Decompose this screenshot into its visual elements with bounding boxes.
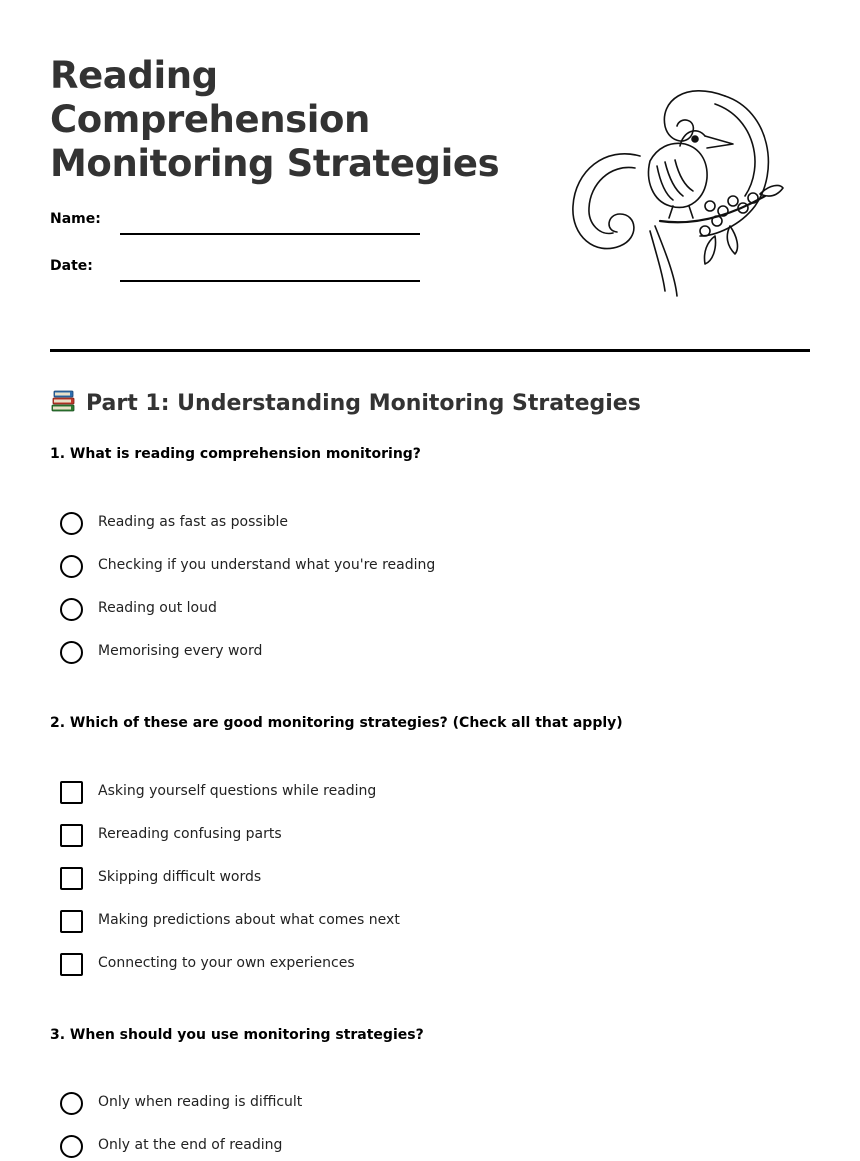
option-label: Rereading confusing parts	[98, 826, 282, 842]
radio-button[interactable]	[60, 1135, 83, 1158]
checkbox[interactable]	[60, 781, 83, 804]
inner-arc	[715, 104, 755, 196]
date-input-line[interactable]	[120, 280, 420, 282]
name-field[interactable]	[50, 210, 430, 240]
berry	[728, 196, 738, 206]
option-label: Only when reading is difficult	[98, 1094, 303, 1110]
leaf	[760, 186, 783, 196]
bird-body	[649, 143, 708, 207]
part1-heading-text: Part 1: Understanding Monitoring Strategies	[86, 391, 641, 416]
worksheet-title: Reading Comprehension Monitoring Strategies	[50, 54, 500, 185]
radio-button[interactable]	[60, 512, 83, 535]
date-label: Date:	[50, 258, 93, 274]
question-3: 3. When should you use monitoring strategies?	[50, 1027, 424, 1043]
leaf	[727, 226, 737, 254]
option-label: Making predictions about what comes next	[98, 912, 400, 928]
checkbox[interactable]	[60, 867, 83, 890]
left-swirl-inner	[589, 167, 635, 233]
outer-arc	[700, 96, 768, 236]
option-label: Memorising every word	[98, 643, 263, 659]
option-label: Skipping difficult words	[98, 869, 262, 885]
wing-feathers	[657, 160, 693, 200]
bird-eye	[692, 136, 698, 142]
radio-button[interactable]	[60, 641, 83, 664]
option-label: Checking if you understand what you're reading	[98, 557, 436, 573]
berry	[705, 201, 715, 211]
radio-button[interactable]	[60, 555, 83, 578]
bird-beak	[705, 136, 733, 148]
checkbox[interactable]	[60, 953, 83, 976]
part1-heading	[50, 388, 641, 420]
question-1: 1. What is reading comprehension monitoring?	[50, 446, 421, 462]
name-input-line[interactable]	[120, 233, 420, 235]
checkbox[interactable]	[60, 824, 83, 847]
checkbox[interactable]	[60, 910, 83, 933]
option-label: Reading as fast as possible	[98, 514, 288, 530]
radio-button[interactable]	[60, 1092, 83, 1115]
books-icon	[50, 388, 76, 414]
large-swirl	[664, 91, 725, 141]
leaf	[704, 236, 715, 264]
option-label: Connecting to your own experiences	[98, 955, 355, 971]
name-label: Name:	[50, 211, 101, 227]
berry	[700, 226, 710, 236]
option-label: Asking yourself questions while reading	[98, 783, 377, 799]
option-label: Only at the end of reading	[98, 1137, 283, 1153]
date-field[interactable]	[50, 257, 430, 287]
bird-illustration	[565, 86, 790, 298]
option-label: Reading out loud	[98, 600, 217, 616]
tail-flourish	[650, 226, 677, 296]
section-divider	[50, 349, 810, 352]
radio-button[interactable]	[60, 598, 83, 621]
question-2: 2. Which of these are good monitoring strategies? (Check all that apply)	[50, 715, 623, 731]
